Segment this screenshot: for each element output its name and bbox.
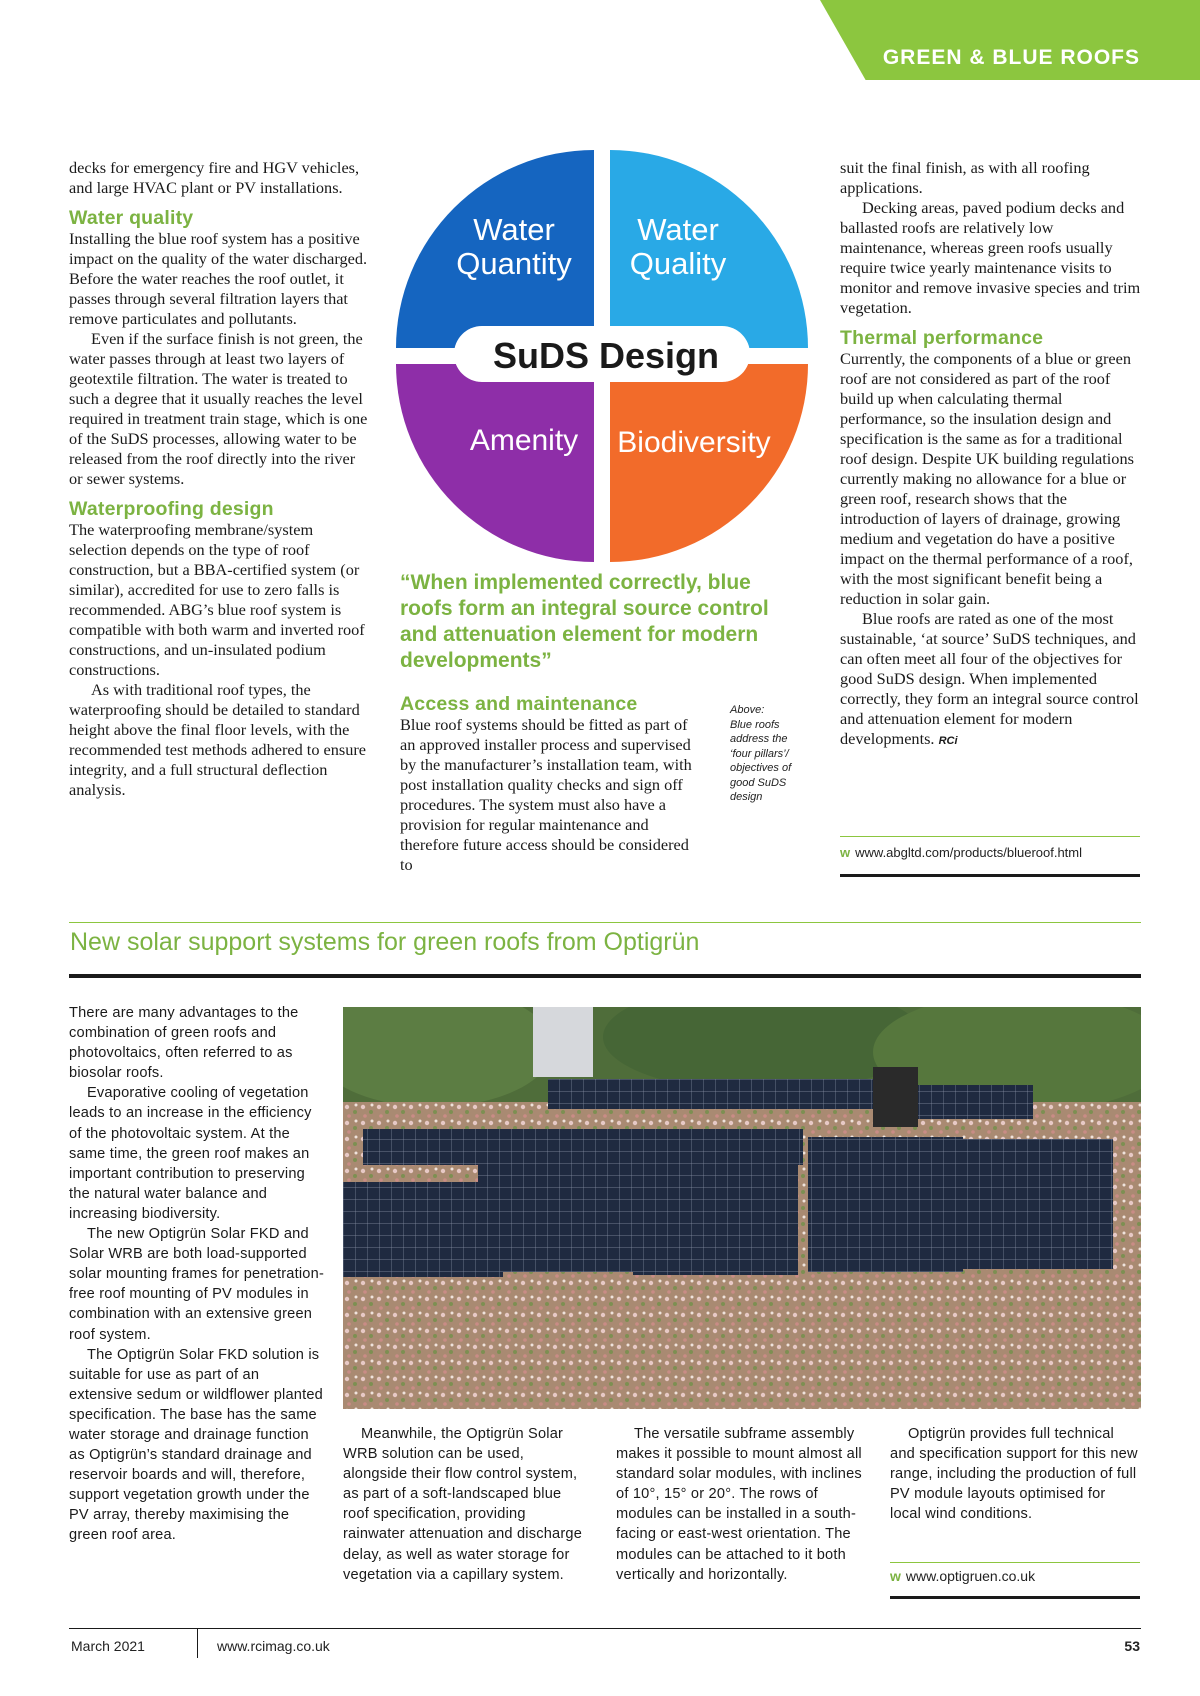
optigrun-url[interactable]: www.optigruen.co.uk — [905, 1568, 1036, 1584]
heading-thermal-performance: Thermal performance — [840, 327, 1044, 349]
optigrun-column-3 — [616, 1424, 870, 1585]
footer-rule — [69, 1628, 1141, 1629]
suds-design-label: SuDS Design — [492, 335, 720, 376]
water-quantity-label-line1: Water — [473, 212, 555, 247]
col1-intro: decks for emergency fire and HGV vehicles, and large HVAC plant or PV installations. — [69, 158, 360, 197]
issue-date: March 2021 — [71, 1638, 145, 1654]
caption-line: good SuDS — [730, 776, 787, 789]
solar-panel — [808, 1137, 963, 1272]
article-column-1 — [69, 158, 371, 800]
footer-separator — [197, 1628, 198, 1658]
optigrun-section-title: New solar support systems for green roofs from Optigrün — [70, 928, 700, 956]
water-quantity-label-line2: Quantity — [456, 246, 572, 281]
solar-panel — [633, 1140, 798, 1275]
optigrun-column-4 — [890, 1424, 1140, 1524]
photo-illustration — [343, 1007, 1141, 1409]
amenity-quadrant — [396, 364, 594, 562]
page-number: 53 — [1124, 1638, 1140, 1654]
section-label: GREEN & BLUE ROOFS — [882, 46, 1140, 69]
divider — [69, 974, 1141, 978]
optigrun-paragraph-7: Optigrün provides full technical and specification support for this new range, including the production of full PV module layouts optimised for local wind conditions. — [890, 1426, 1138, 1523]
optigrun-paragraph-5: Meanwhile, the Optigrün Solar WRB solution can be used, alongside their flow control system, as part of a soft-landscaped blue roof specification, providing rainwater attenuation and discharge delay, as well as water storage for vegetation via a capillary system. — [343, 1426, 583, 1583]
caption-line: Blue roofs — [730, 718, 780, 731]
divider — [69, 922, 1141, 923]
web-prefix: w — [840, 845, 851, 860]
heading-access-maintenance: Access and maintenance — [400, 693, 638, 715]
abg-weblink[interactable] — [840, 845, 1082, 860]
water-quality-paragraph-2: Even if the surface finish is not green, the water passes through at least two layers of geotextile filtration. The water is treated to such a degree that it usually reaches the level required in treatment train stage, which is one of the SuDS processes, allowing water to be released from the roof directly into the river or sewer systems. — [69, 329, 368, 488]
biodiversity-label: Biodiversity — [617, 426, 771, 459]
optigrun-paragraph-3: The new Optigrün Solar FKD and Solar WRB are both load-supported solar mounting frames for penetration-free roof mounting of PV modules in combination with an extensive green roof system. — [69, 1226, 325, 1343]
caption-line: design — [730, 791, 763, 803]
optigrun-column-2 — [343, 1424, 591, 1585]
solar-panel-row — [548, 1079, 883, 1109]
divider — [840, 874, 1140, 877]
caption-line: ‘four pillars’/ — [730, 747, 789, 760]
col3-paragraph-2: Decking areas, paved podium decks and ballasted roofs are relatively low maintenance, whereas green roofs usually require twice yearly maintenance visits to monitor and remove invasive species and trim vegetation. — [840, 198, 1141, 317]
caption-line: address the — [730, 733, 788, 745]
water-quality-label-line1: Water — [637, 212, 719, 247]
caption-line: Above: — [730, 704, 765, 716]
divider — [890, 1562, 1140, 1563]
magazine-site[interactable]: www.rcimag.co.uk — [217, 1638, 330, 1654]
biodiversity-quadrant — [610, 364, 808, 562]
optigrun-column-1 — [69, 1003, 325, 1546]
pull-quote: “When implemented correctly, blue roofs form an integral source control and attenuation element for modern developments” — [400, 571, 769, 672]
waterproofing-paragraph-2: As with traditional roof types, the waterproofing should be detailed to standard height above the final floor levels, with the recommended test methods adhered to ensure integrity, and a full structural deflection analysis. — [69, 680, 367, 799]
optigrun-paragraph-4: The Optigrün Solar FKD solution is suitable for use as part of an extensive sedum or wildflower planted specification. The base has the same water storage and drainage function as Optigrün’s standard drainage and reservoir boards and will, therefore, support vegetation growth under the PV array, thereby maximising the green roof area. — [69, 1346, 323, 1544]
heading-water-quality: Water quality — [69, 207, 194, 229]
rci-end-mark: RCi — [938, 735, 958, 747]
divider — [840, 836, 1140, 837]
optigrun-weblink[interactable] — [890, 1568, 1035, 1584]
caption-line: objectives of — [730, 762, 792, 774]
article-column-3 — [840, 158, 1142, 751]
water-quality-paragraph-1: Installing the blue roof system has a positive impact on the quality of the water discharged. Before the water reaches the roof outlet, it passes through several filtration layers that remove particulates and pollutants. — [69, 229, 368, 328]
thermal-paragraph-2-text: Blue roofs are rated as one of the most sustainable, ‘at source’ SuDS techniques, and can often meet all four of the objectives for good SuDS design. When implemented correctly, they form an integral source control and attenuation element for modern developments. — [840, 609, 1139, 748]
col3-paragraph-1: suit the final finish, as with all roofing applications. — [840, 158, 1090, 197]
thermal-paragraph-1: Currently, the components of a blue or green roof are not considered as part of the roof build up when calculating thermal performance, so the insulation design and specification is the same as for a traditional roof design. Despite UK building regulations currently making no allowance for a blue or green roof, research shows that the introduction of layers of drainage, growing medium and vegetation do have a positive impact on the thermal performance of a roof, with the most significant benefit being a reduction in solar gain. — [840, 349, 1134, 608]
diagram-caption — [730, 703, 810, 805]
optigrun-paragraph-6: The versatile subframe assembly makes it possible to mount almost all standard solar modules, with inclines of 10°, 15° or 20°. The rows of modules can be installed in a south-facing or east-west orientation. The modules can be attached to it both vertically and horizontally. — [616, 1426, 862, 1583]
solar-green-roof-photo — [343, 1007, 1141, 1409]
optigrun-paragraph-1: There are many advantages to the combination of green roofs and photovoltaics, often referred to as biosolar roofs. — [69, 1005, 299, 1082]
access-paragraph-1: Blue roof systems should be fitted as part of an approved installer process and supervised by the manufacturer’s installation team, with post installation quality checks and sign off procedures. The system must also have a provision for regular maintenance and therefore future access should be considered to — [400, 715, 692, 874]
article-column-2 — [400, 694, 692, 875]
web-prefix: w — [890, 1568, 901, 1584]
solar-panel — [478, 1142, 633, 1272]
divider — [890, 1596, 1140, 1599]
building — [533, 1007, 593, 1077]
heading-waterproofing: Waterproofing design — [69, 498, 274, 520]
water-quality-label-line2: Quality — [629, 246, 727, 281]
waterproofing-paragraph-1: The waterproofing membrane/system selection depends on the type of roof construction, but a BBA-certified system (or similar), accredited for use to zero falls is recommended. ABG’s blue roof system is compatible with both warm and inverted roof constructions, and un-insulated podium constructions. — [69, 520, 365, 679]
thermal-paragraph-2 — [840, 609, 1142, 751]
suds-design-diagram — [396, 150, 808, 562]
vent-stack — [873, 1067, 918, 1127]
optigrun-paragraph-2: Evaporative cooling of vegetation leads to an increase in the efficiency of the photovoltaic system. At the same time, the green roof makes an important contribution to preserving the natural water balance and increasing biodiversity. — [69, 1085, 312, 1222]
amenity-label: Amenity — [469, 424, 579, 457]
solar-panel — [963, 1139, 1113, 1269]
abg-url[interactable]: www.abgltd.com/products/blueroof.html — [855, 845, 1083, 860]
